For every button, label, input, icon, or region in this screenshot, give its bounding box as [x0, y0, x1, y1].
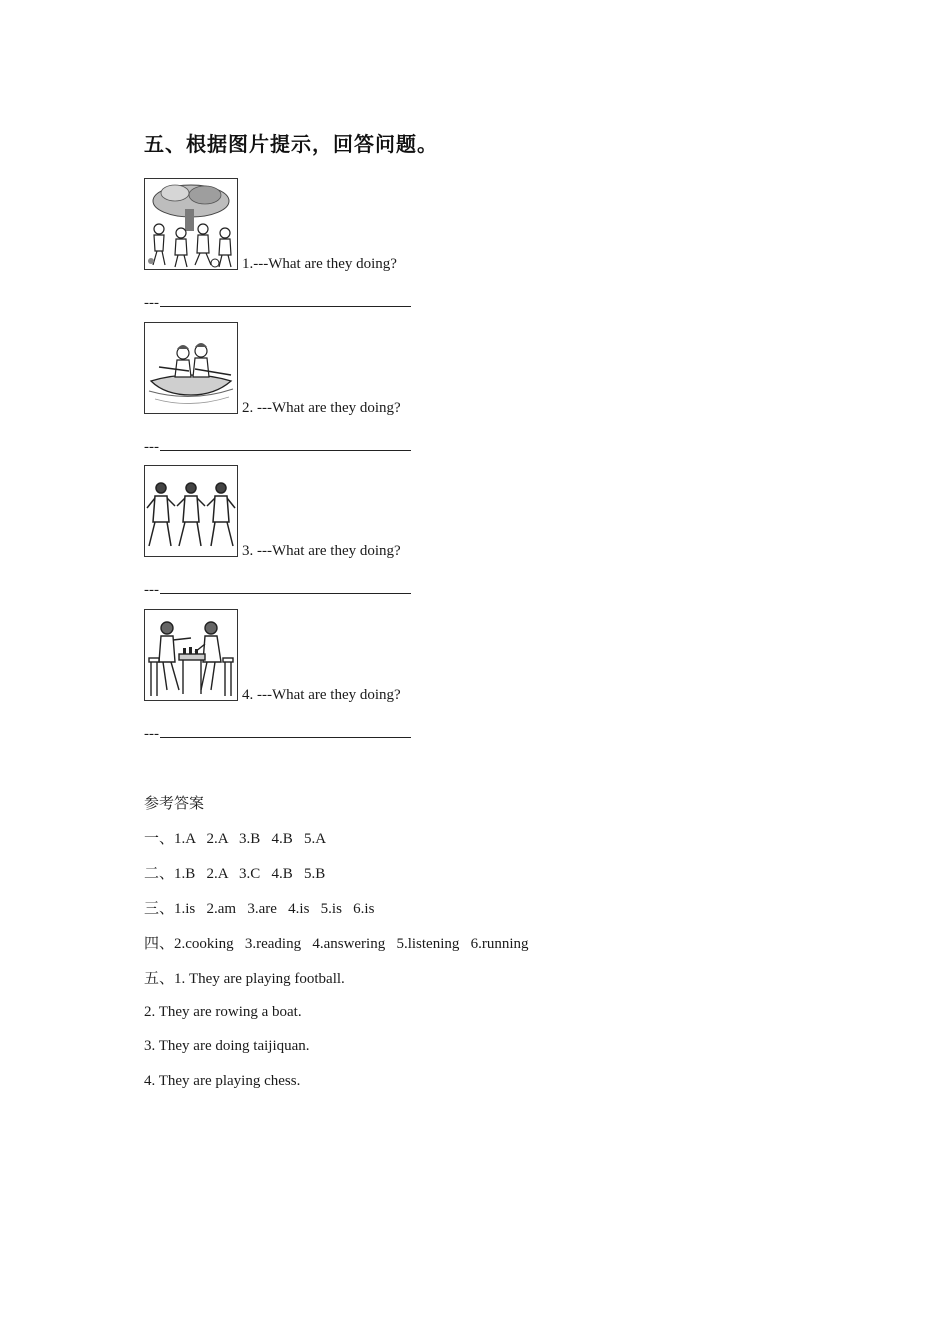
answer-key-line: 五、1. They are playing football. — [144, 969, 345, 987]
rowing-boat-icon — [144, 322, 238, 414]
question-item — [144, 465, 564, 605]
answer-line[interactable] — [144, 579, 411, 599]
answer-blank[interactable] — [160, 436, 411, 451]
answer-prefix: --- — [144, 726, 159, 742]
question-prompt: 1.---What are they doing? — [242, 256, 397, 272]
answer-key-line: 四、2.cooking 3.reading 4.answering 5.listening 6.running — [144, 934, 529, 952]
answer-key-line: 一、1.A 2.A 3.B 4.B 5.A — [144, 829, 327, 847]
question-item — [144, 178, 564, 318]
answer-key-line: 3. They are doing taijiquan. — [144, 1038, 310, 1054]
question-prompt: 4. ---What are they doing? — [242, 687, 401, 703]
answer-prefix: --- — [144, 582, 159, 598]
answer-key-line: 二、1.B 2.A 3.C 4.B 5.B — [144, 864, 326, 882]
answer-line[interactable] — [144, 723, 411, 743]
answer-key-line: 三、1.is 2.am 3.are 4.is 5.is 6.is — [144, 899, 375, 917]
chess-players-icon — [144, 609, 238, 701]
answer-blank[interactable] — [160, 292, 411, 307]
answer-line[interactable] — [144, 436, 411, 456]
question-item — [144, 609, 564, 749]
taijiquan-icon — [144, 465, 238, 557]
answer-blank[interactable] — [160, 579, 411, 594]
football-players-icon — [144, 178, 238, 270]
answer-prefix: --- — [144, 439, 159, 455]
answer-blank[interactable] — [160, 723, 411, 738]
section-title: 五、根据图片提示，回答问题。 — [144, 132, 438, 156]
answer-key-line: 4. They are playing chess. — [144, 1073, 301, 1089]
answer-prefix: --- — [144, 295, 159, 311]
answer-key-title: 参考答案 — [144, 794, 205, 812]
answer-key-line: 2. They are rowing a boat. — [144, 1004, 302, 1020]
answer-line[interactable] — [144, 292, 411, 312]
question-prompt: 3. ---What are they doing? — [242, 543, 401, 559]
question-prompt: 2. ---What are they doing? — [242, 400, 401, 416]
question-item — [144, 322, 564, 462]
